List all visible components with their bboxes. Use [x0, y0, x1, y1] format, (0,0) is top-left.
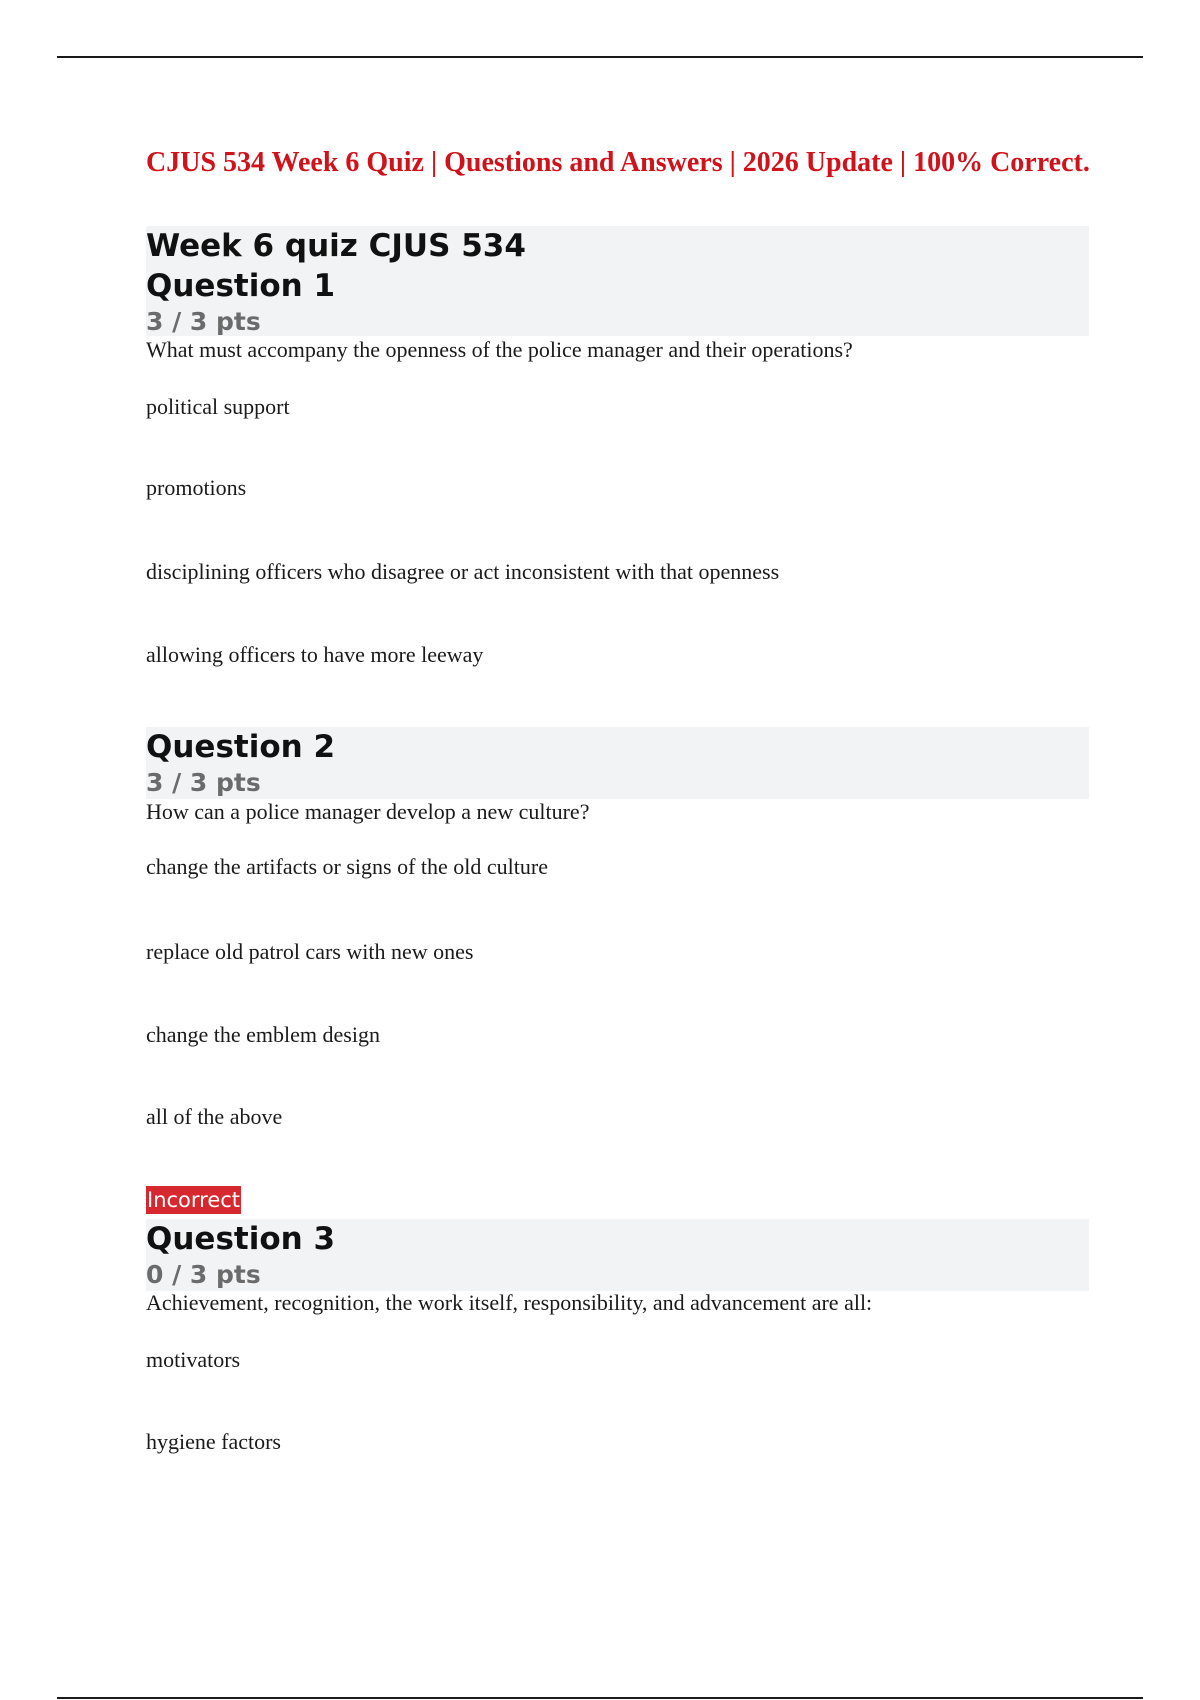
question-1-answer-4[interactable]: allowing officers to have more leeway	[146, 642, 484, 667]
document-title: CJUS 534 Week 6 Quiz | Questions and Answers | 2026 Update | 100% Correct.	[146, 147, 1090, 178]
question-3-header	[146, 1219, 1089, 1291]
question-2-answer-3[interactable]: change the emblem design	[146, 1022, 380, 1047]
question-2-prompt: How can a police manager develop a new culture?	[146, 799, 590, 824]
question-1-answer-1[interactable]: political support	[146, 394, 290, 419]
question-1-answer-2[interactable]: promotions	[146, 475, 247, 500]
top-rule	[57, 56, 1143, 58]
question-2-answer-2[interactable]: replace old patrol cars with new ones	[146, 939, 474, 964]
question-2-header	[146, 727, 1089, 799]
question-3-prompt: Achievement, recognition, the work itself, responsibility, and advancement are all:	[146, 1290, 873, 1315]
question-2-answer-4[interactable]: all of the above	[146, 1104, 283, 1129]
question-2-label: Question 2	[146, 729, 336, 765]
question-1-prompt: What must accompany the openness of the police manager and their operations?	[146, 337, 853, 362]
question-3-label: Question 3	[146, 1221, 336, 1257]
quiz-heading: Week 6 quiz CJUS 534	[146, 228, 526, 264]
bottom-rule	[57, 1697, 1143, 1699]
question-1-label: Question 1	[146, 268, 336, 304]
question-1-answer-3[interactable]: disciplining officers who disagree or act inconsistent with that openness	[146, 559, 780, 584]
question-1-header	[146, 226, 1089, 336]
incorrect-badge: Incorrect	[147, 1188, 241, 1212]
question-1-points: 3 / 3 pts	[146, 307, 261, 336]
question-3-answer-1[interactable]: motivators	[146, 1347, 241, 1372]
question-2-answer-1[interactable]: change the artifacts or signs of the old culture	[146, 854, 548, 879]
question-2-points: 3 / 3 pts	[146, 768, 261, 797]
question-3-points: 0 / 3 pts	[146, 1260, 261, 1289]
question-3-answer-2[interactable]: hygiene factors	[146, 1429, 281, 1454]
